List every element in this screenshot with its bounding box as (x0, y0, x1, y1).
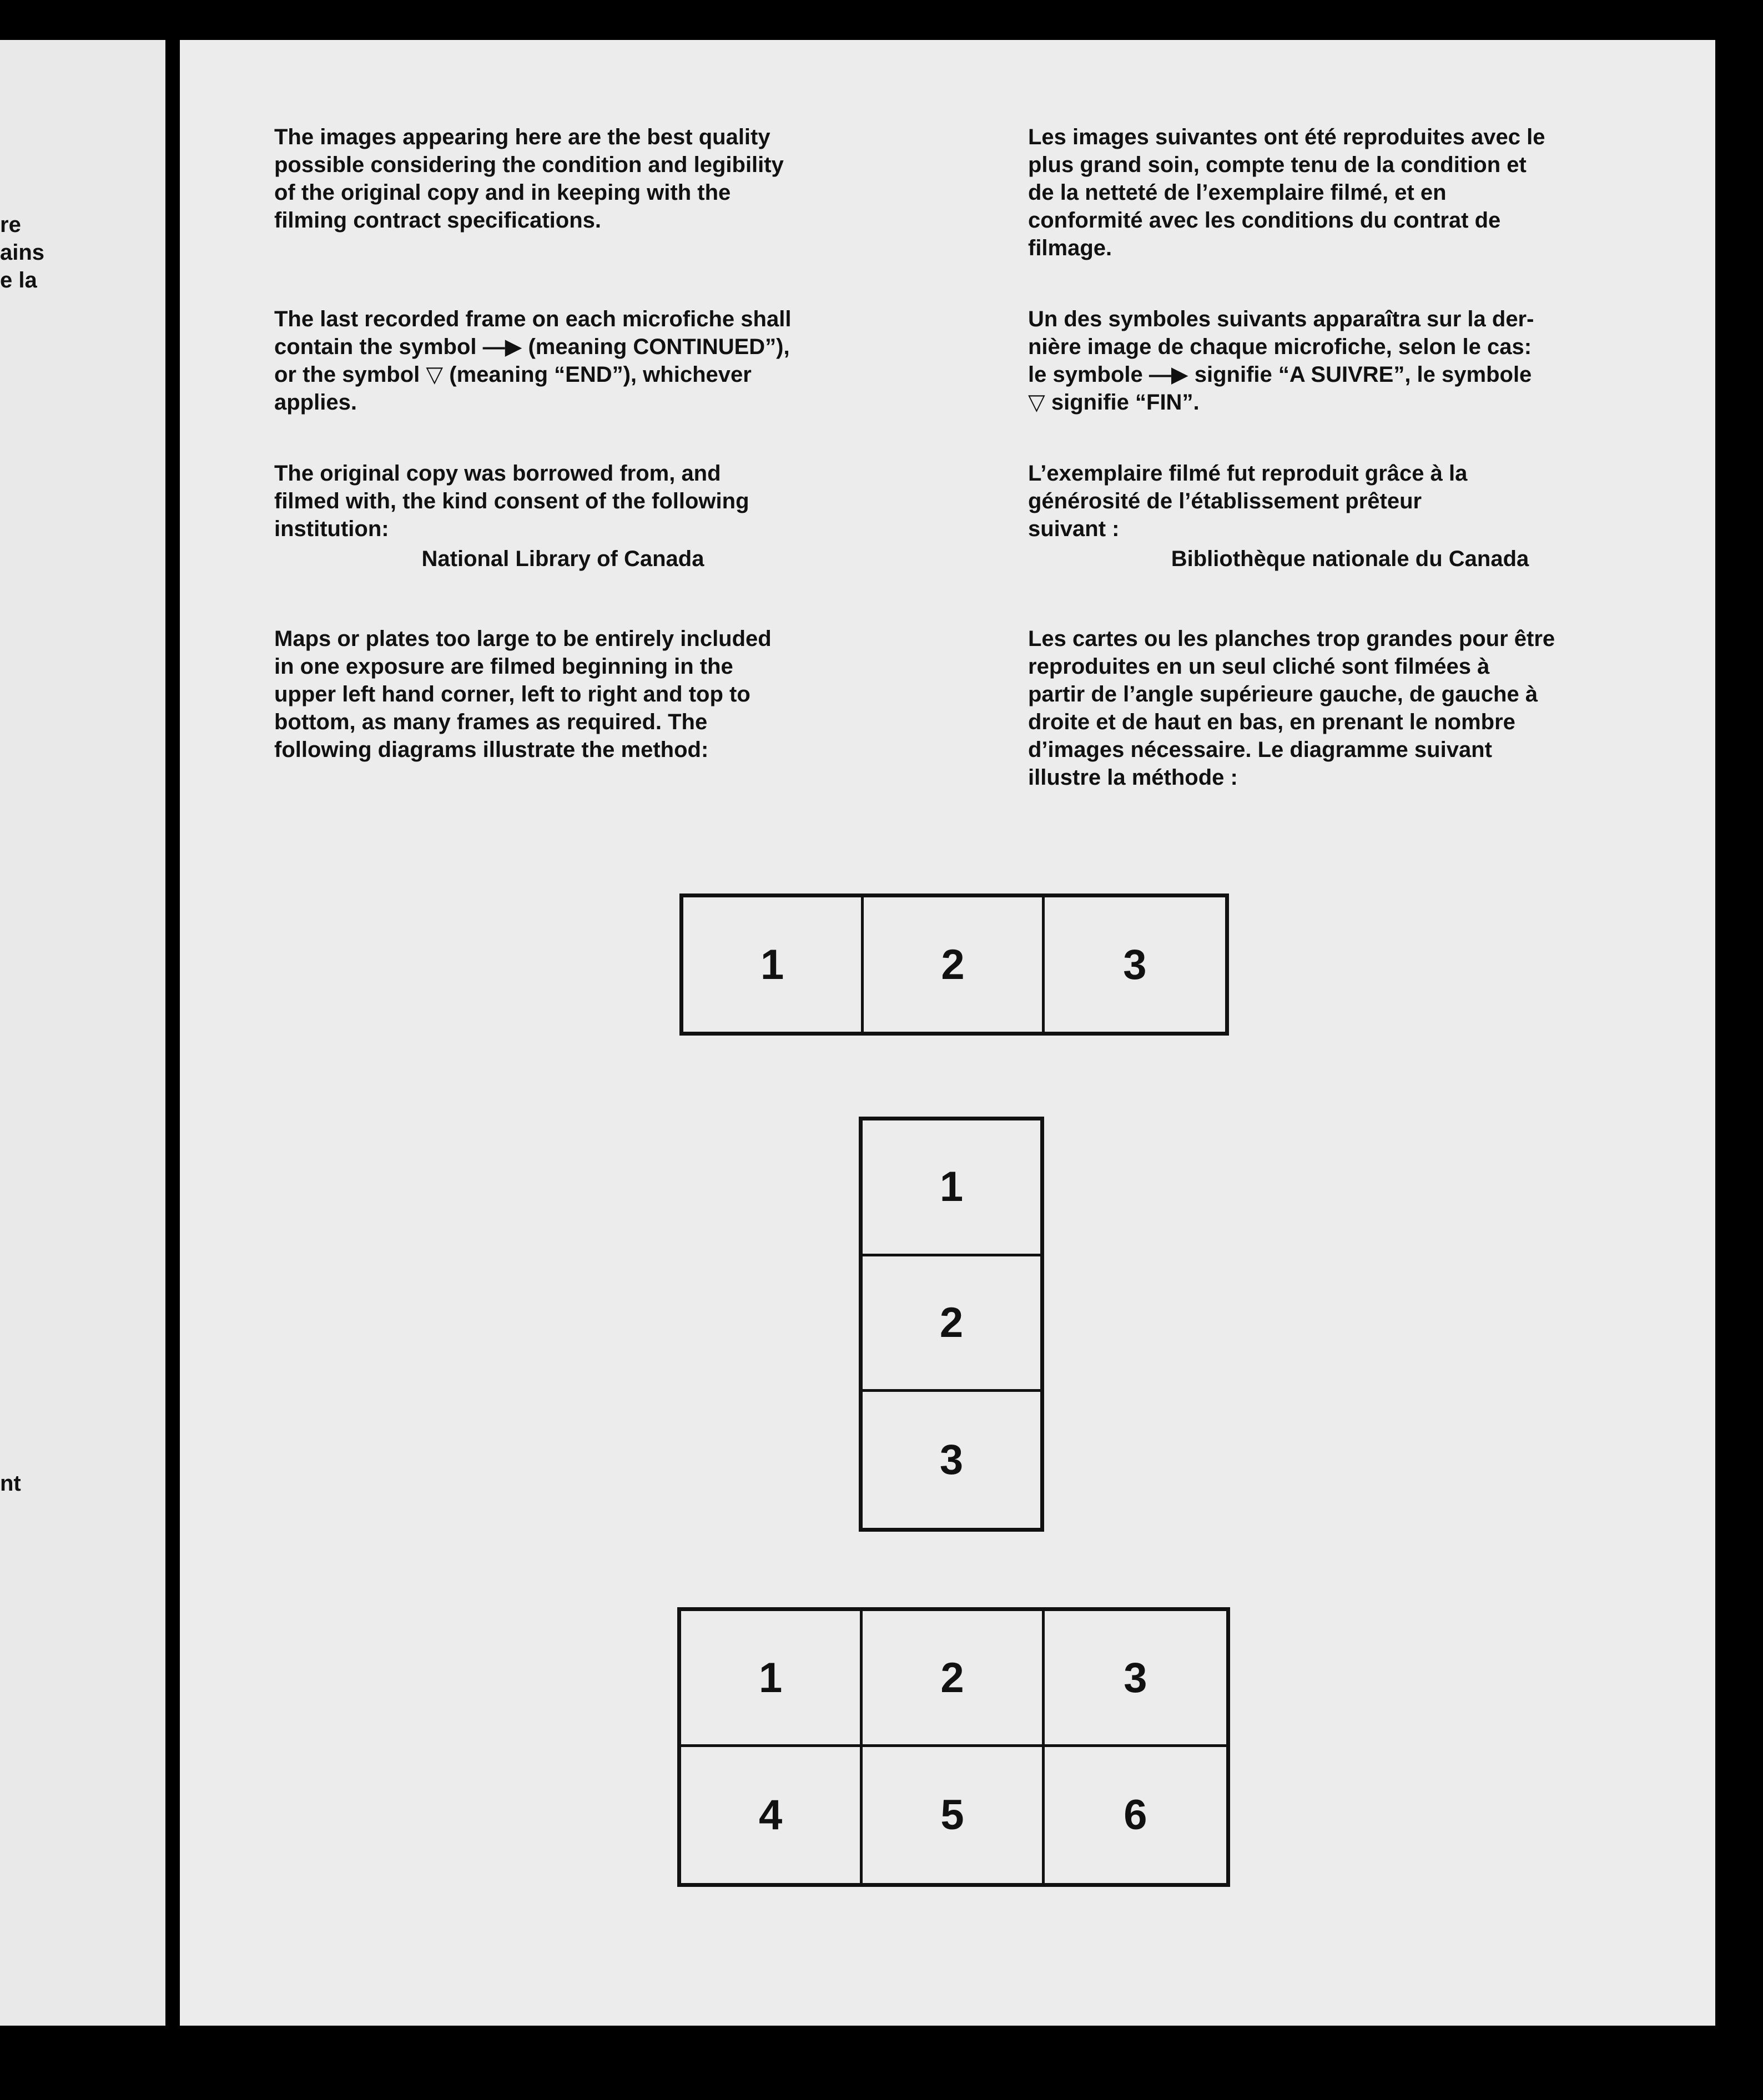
english-symbol-note: The last recorded frame on each microfiche shall contain the symbol —▶ (meaning CONTINUED”), or the symbol ▽ (meaning “END”), whichever applies. (274, 307, 792, 415)
english-maps-note: Maps or plates too large to be entirely included in one exposure are filmed beginning in the upper left hand corner, left to right and top to bottom, as many frames as required. The following diagrams illustrate the method: (274, 627, 772, 762)
frame-cell: 4 (681, 1747, 863, 1883)
frame-cell: 1 (681, 1611, 863, 1747)
frame-cell: 1 (683, 897, 864, 1032)
frame-cell: 6 (1124, 1791, 1147, 1839)
horizontal-frames-diagram (679, 893, 1229, 1036)
page-gutter (165, 40, 180, 2026)
left-fragment-line: re (0, 213, 21, 237)
french-institution-name: Bibliothèque nationale du Canada (1171, 547, 1529, 571)
frame-cell: 1 (863, 1120, 1040, 1256)
frame-cell: 5 (863, 1747, 1044, 1883)
french-maps-note: Les cartes ou les planches trop grandes pour être reproduites en un seul cliché sont filmées à partir de l’angle supérieure gauche, de gauche à droite et de haut en bas, en prenant le nombre d’images nécessaire. Le diagramme suivant illustre la méthode : (1028, 627, 1555, 790)
frame-cell: 3 (939, 1436, 964, 1484)
left-fragment-line: e la (0, 268, 37, 292)
microfiche-target-page (180, 40, 1715, 2026)
grid-frames-diagram (677, 1607, 1230, 1887)
left-page-fragment (0, 40, 165, 2026)
left-fragment-line: nt (0, 1471, 21, 1496)
english-institution-name: National Library of Canada (421, 547, 704, 571)
frame-cell: 2 (864, 897, 1044, 1032)
left-fragment-line: ains (0, 240, 45, 265)
french-quality-note: Les images suivantes ont été reproduites avec le plus grand soin, compte tenu de la condition et de la netteté de l’exemplaire filmé, et en conformité avec les conditions du contrat de filmage. (1028, 125, 1545, 260)
english-quality-note: The images appearing here are the best quality possible considering the condition and legibility of the original copy and in keeping with the filming contract specifications. (274, 125, 784, 233)
frame-cell: 2 (863, 1611, 1044, 1747)
french-institution-note: L’exemplaire filmé fut reproduit grâce à la générosité de l’établissement prêteur suivant : (1028, 461, 1468, 541)
frame-cell: 3 (1045, 1611, 1226, 1747)
frame-cell: 2 (863, 1256, 1040, 1392)
vertical-frames-diagram (859, 1117, 1044, 1532)
frame-cell: 3 (1123, 941, 1147, 988)
french-symbol-note: Un des symboles suivants apparaîtra sur la der- nière image de chaque microfiche, selon le cas: le symbole —▶ signifie “A SUIVRE”, le symbole ▽ signifie “FIN”. (1028, 307, 1534, 415)
english-institution-note: The original copy was borrowed from, and filmed with, the kind consent of the following institution: (274, 461, 749, 541)
